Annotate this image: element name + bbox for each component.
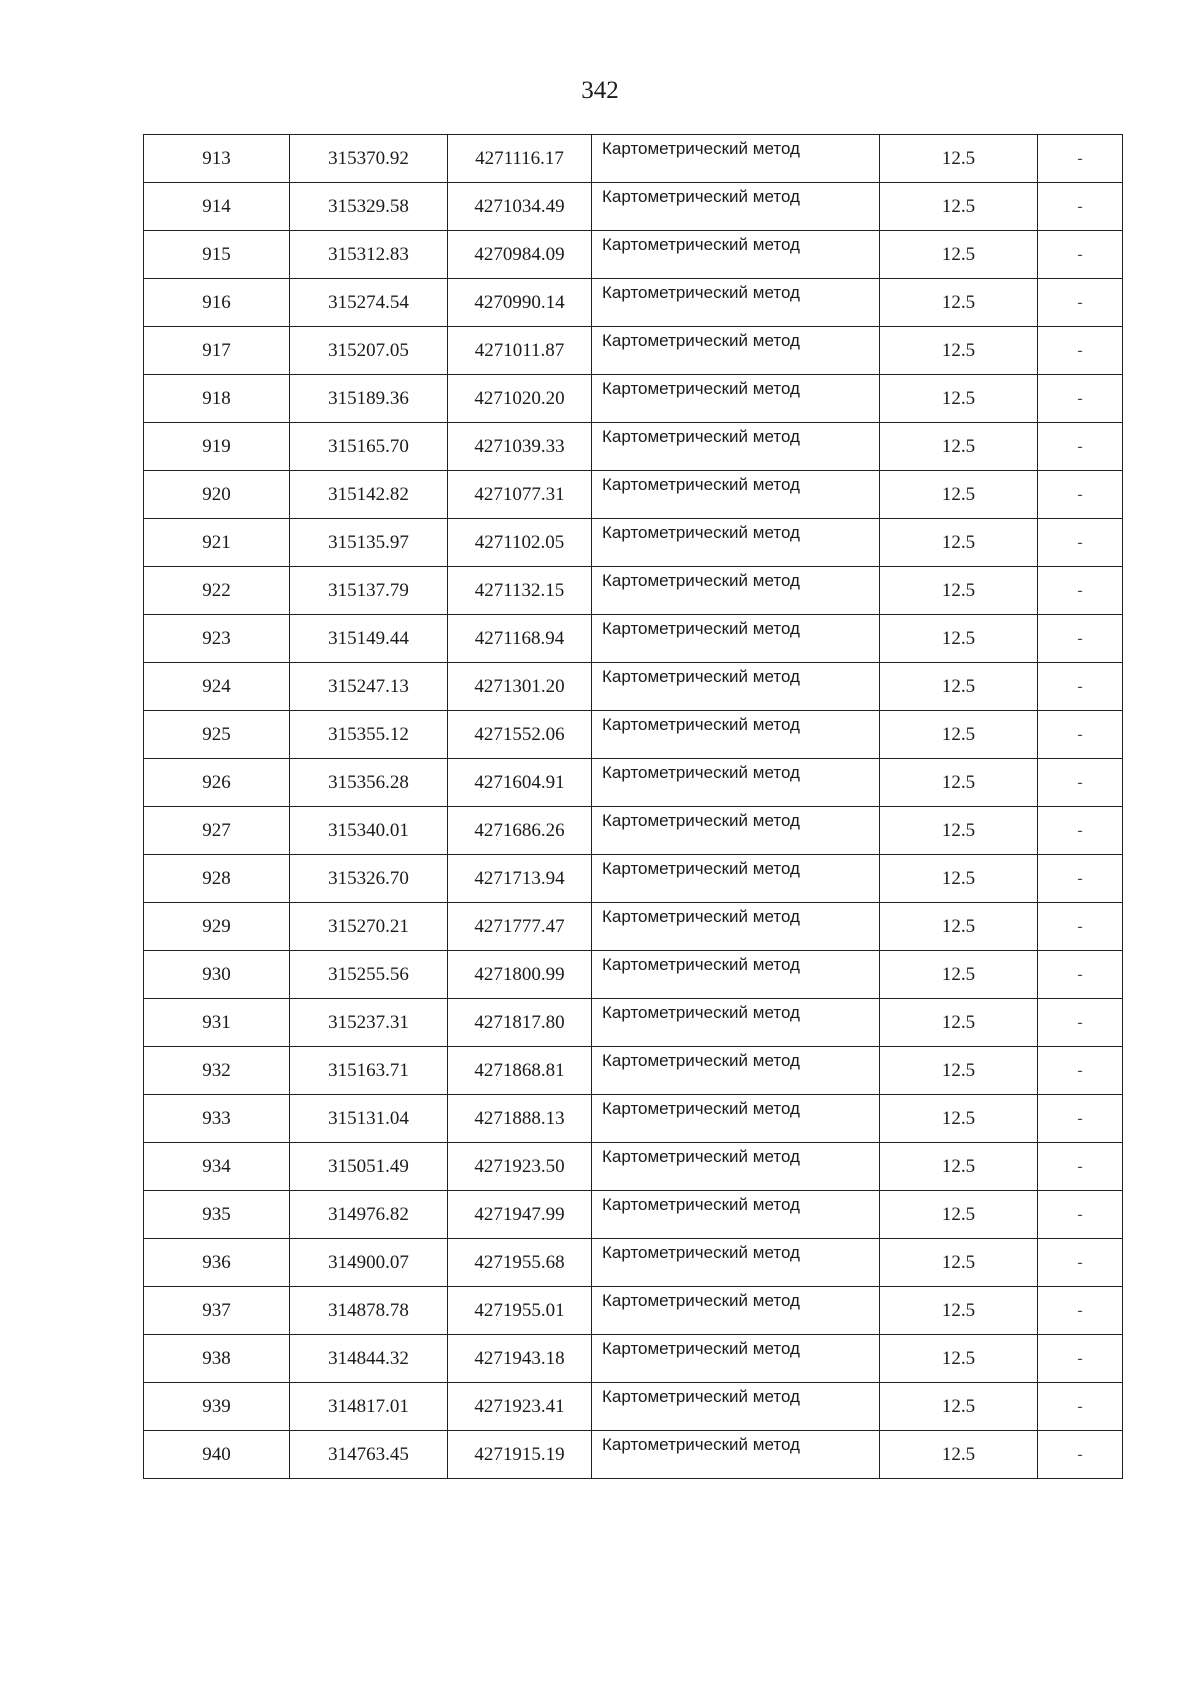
x-coordinate-cell: 314976.82: [290, 1191, 448, 1239]
accuracy-cell: 12.5: [880, 1047, 1038, 1095]
point-number-cell: 916: [144, 279, 290, 327]
accuracy-cell: 12.5: [880, 615, 1038, 663]
accuracy-cell: 12.5: [880, 183, 1038, 231]
method-cell: Картометрический метод: [592, 615, 880, 663]
note-cell: -: [1038, 279, 1123, 327]
y-coordinate-cell: 4271034.49: [448, 183, 592, 231]
x-coordinate-cell: 315270.21: [290, 903, 448, 951]
accuracy-cell: 12.5: [880, 855, 1038, 903]
x-coordinate-cell: 315131.04: [290, 1095, 448, 1143]
table-row: [144, 183, 1123, 231]
page-number: 342: [581, 77, 619, 104]
x-coordinate-cell: 315247.13: [290, 663, 448, 711]
method-cell: Картометрический метод: [592, 231, 880, 279]
point-number-cell: 928: [144, 855, 290, 903]
y-coordinate-cell: 4271955.01: [448, 1287, 592, 1335]
point-number-cell: 933: [144, 1095, 290, 1143]
method-cell: Картометрический метод: [592, 1047, 880, 1095]
x-coordinate-cell: 315356.28: [290, 759, 448, 807]
y-coordinate-cell: 4270990.14: [448, 279, 592, 327]
table-row: [144, 1383, 1123, 1431]
table-row: [144, 135, 1123, 183]
y-coordinate-cell: 4271039.33: [448, 423, 592, 471]
point-number-cell: 931: [144, 999, 290, 1047]
x-coordinate-cell: 315326.70: [290, 855, 448, 903]
table-row: [144, 519, 1123, 567]
point-number-cell: 939: [144, 1383, 290, 1431]
method-cell: Картометрический метод: [592, 999, 880, 1047]
note-cell: -: [1038, 519, 1123, 567]
table-row: [144, 375, 1123, 423]
point-number-cell: 917: [144, 327, 290, 375]
y-coordinate-cell: 4271686.26: [448, 807, 592, 855]
note-cell: -: [1038, 903, 1123, 951]
x-coordinate-cell: 314763.45: [290, 1431, 448, 1479]
note-cell: -: [1038, 1239, 1123, 1287]
accuracy-cell: 12.5: [880, 279, 1038, 327]
method-cell: Картометрический метод: [592, 423, 880, 471]
accuracy-cell: 12.5: [880, 759, 1038, 807]
table-row: [144, 903, 1123, 951]
x-coordinate-cell: 315329.58: [290, 183, 448, 231]
x-coordinate-cell: 315312.83: [290, 231, 448, 279]
point-number-cell: 923: [144, 615, 290, 663]
accuracy-cell: 12.5: [880, 1095, 1038, 1143]
method-cell: Картометрический метод: [592, 1383, 880, 1431]
accuracy-cell: 12.5: [880, 951, 1038, 999]
y-coordinate-cell: 4270984.09: [448, 231, 592, 279]
x-coordinate-cell: 315274.54: [290, 279, 448, 327]
table-row: [144, 759, 1123, 807]
method-cell: Картометрический метод: [592, 183, 880, 231]
method-cell: Картометрический метод: [592, 567, 880, 615]
method-cell: Картометрический метод: [592, 903, 880, 951]
table-row: [144, 567, 1123, 615]
accuracy-cell: 12.5: [880, 519, 1038, 567]
method-cell: Картометрический метод: [592, 1335, 880, 1383]
note-cell: -: [1038, 951, 1123, 999]
point-number-cell: 940: [144, 1431, 290, 1479]
note-cell: -: [1038, 1047, 1123, 1095]
x-coordinate-cell: 315135.97: [290, 519, 448, 567]
note-cell: -: [1038, 135, 1123, 183]
table-row: [144, 471, 1123, 519]
x-coordinate-cell: 314844.32: [290, 1335, 448, 1383]
x-coordinate-cell: 315165.70: [290, 423, 448, 471]
note-cell: -: [1038, 1431, 1123, 1479]
accuracy-cell: 12.5: [880, 471, 1038, 519]
x-coordinate-cell: 315189.36: [290, 375, 448, 423]
note-cell: -: [1038, 375, 1123, 423]
table-row: [144, 327, 1123, 375]
note-cell: -: [1038, 471, 1123, 519]
table-row: [144, 1143, 1123, 1191]
x-coordinate-cell: 315137.79: [290, 567, 448, 615]
note-cell: -: [1038, 567, 1123, 615]
table-row: [144, 807, 1123, 855]
table-row: [144, 1047, 1123, 1095]
method-cell: Картометрический метод: [592, 855, 880, 903]
accuracy-cell: 12.5: [880, 663, 1038, 711]
x-coordinate-cell: 315163.71: [290, 1047, 448, 1095]
point-number-cell: 920: [144, 471, 290, 519]
note-cell: -: [1038, 1287, 1123, 1335]
x-coordinate-cell: 315142.82: [290, 471, 448, 519]
table-row: [144, 279, 1123, 327]
y-coordinate-cell: 4271915.19: [448, 1431, 592, 1479]
y-coordinate-cell: 4271132.15: [448, 567, 592, 615]
method-cell: Картометрический метод: [592, 807, 880, 855]
point-number-cell: 937: [144, 1287, 290, 1335]
x-coordinate-cell: 315355.12: [290, 711, 448, 759]
y-coordinate-cell: 4271604.91: [448, 759, 592, 807]
accuracy-cell: 12.5: [880, 999, 1038, 1047]
y-coordinate-cell: 4271947.99: [448, 1191, 592, 1239]
table-row: [144, 423, 1123, 471]
method-cell: Картометрический метод: [592, 663, 880, 711]
y-coordinate-cell: 4271923.41: [448, 1383, 592, 1431]
table-row: [144, 615, 1123, 663]
method-cell: Картометрический метод: [592, 1431, 880, 1479]
method-cell: Картометрический метод: [592, 135, 880, 183]
method-cell: Картометрический метод: [592, 1095, 880, 1143]
method-cell: Картометрический метод: [592, 951, 880, 999]
point-number-cell: 932: [144, 1047, 290, 1095]
note-cell: -: [1038, 999, 1123, 1047]
y-coordinate-cell: 4271020.20: [448, 375, 592, 423]
table-row: [144, 1431, 1123, 1479]
y-coordinate-cell: 4271077.31: [448, 471, 592, 519]
note-cell: -: [1038, 231, 1123, 279]
note-cell: -: [1038, 615, 1123, 663]
accuracy-cell: 12.5: [880, 231, 1038, 279]
note-cell: -: [1038, 855, 1123, 903]
y-coordinate-cell: 4271800.99: [448, 951, 592, 999]
method-cell: Картометрический метод: [592, 1287, 880, 1335]
accuracy-cell: 12.5: [880, 1335, 1038, 1383]
note-cell: -: [1038, 327, 1123, 375]
accuracy-cell: 12.5: [880, 375, 1038, 423]
x-coordinate-cell: 315237.31: [290, 999, 448, 1047]
point-number-cell: 924: [144, 663, 290, 711]
y-coordinate-cell: 4271102.05: [448, 519, 592, 567]
method-cell: Картометрический метод: [592, 471, 880, 519]
note-cell: -: [1038, 807, 1123, 855]
method-cell: Картометрический метод: [592, 1239, 880, 1287]
x-coordinate-cell: 315370.92: [290, 135, 448, 183]
x-coordinate-cell: 314878.78: [290, 1287, 448, 1335]
point-number-cell: 934: [144, 1143, 290, 1191]
x-coordinate-cell: 315340.01: [290, 807, 448, 855]
accuracy-cell: 12.5: [880, 423, 1038, 471]
accuracy-cell: 12.5: [880, 1383, 1038, 1431]
note-cell: -: [1038, 423, 1123, 471]
table-row: [144, 855, 1123, 903]
note-cell: -: [1038, 183, 1123, 231]
point-number-cell: 936: [144, 1239, 290, 1287]
x-coordinate-cell: 314817.01: [290, 1383, 448, 1431]
point-number-cell: 930: [144, 951, 290, 999]
point-number-cell: 919: [144, 423, 290, 471]
y-coordinate-cell: 4271116.17: [448, 135, 592, 183]
table-row: [144, 711, 1123, 759]
accuracy-cell: 12.5: [880, 135, 1038, 183]
accuracy-cell: 12.5: [880, 1143, 1038, 1191]
point-number-cell: 918: [144, 375, 290, 423]
y-coordinate-cell: 4271713.94: [448, 855, 592, 903]
accuracy-cell: 12.5: [880, 327, 1038, 375]
point-number-cell: 929: [144, 903, 290, 951]
x-coordinate-cell: 315207.05: [290, 327, 448, 375]
method-cell: Картометрический метод: [592, 1191, 880, 1239]
y-coordinate-cell: 4271011.87: [448, 327, 592, 375]
point-number-cell: 922: [144, 567, 290, 615]
table-row: [144, 951, 1123, 999]
note-cell: -: [1038, 1143, 1123, 1191]
method-cell: Картометрический метод: [592, 375, 880, 423]
table-row: [144, 1095, 1123, 1143]
y-coordinate-cell: 4271168.94: [448, 615, 592, 663]
point-number-cell: 921: [144, 519, 290, 567]
table-row: [144, 231, 1123, 279]
y-coordinate-cell: 4271868.81: [448, 1047, 592, 1095]
x-coordinate-cell: 315255.56: [290, 951, 448, 999]
note-cell: -: [1038, 1383, 1123, 1431]
accuracy-cell: 12.5: [880, 807, 1038, 855]
accuracy-cell: 12.5: [880, 903, 1038, 951]
point-number-cell: 915: [144, 231, 290, 279]
y-coordinate-cell: 4271817.80: [448, 999, 592, 1047]
y-coordinate-cell: 4271777.47: [448, 903, 592, 951]
coordinates-table: [143, 134, 1123, 1479]
method-cell: Картометрический метод: [592, 327, 880, 375]
method-cell: Картометрический метод: [592, 1143, 880, 1191]
accuracy-cell: 12.5: [880, 1287, 1038, 1335]
note-cell: -: [1038, 1191, 1123, 1239]
y-coordinate-cell: 4271552.06: [448, 711, 592, 759]
x-coordinate-cell: 315149.44: [290, 615, 448, 663]
accuracy-cell: 12.5: [880, 567, 1038, 615]
y-coordinate-cell: 4271301.20: [448, 663, 592, 711]
table-body: [144, 135, 1123, 1479]
point-number-cell: 935: [144, 1191, 290, 1239]
point-number-cell: 914: [144, 183, 290, 231]
table-row: [144, 1335, 1123, 1383]
method-cell: Картометрический метод: [592, 279, 880, 327]
y-coordinate-cell: 4271955.68: [448, 1239, 592, 1287]
table-row: [144, 1239, 1123, 1287]
method-cell: Картометрический метод: [592, 711, 880, 759]
table-row: [144, 1191, 1123, 1239]
accuracy-cell: 12.5: [880, 1239, 1038, 1287]
accuracy-cell: 12.5: [880, 1191, 1038, 1239]
x-coordinate-cell: 315051.49: [290, 1143, 448, 1191]
note-cell: -: [1038, 663, 1123, 711]
y-coordinate-cell: 4271888.13: [448, 1095, 592, 1143]
method-cell: Картометрический метод: [592, 519, 880, 567]
table-row: [144, 1287, 1123, 1335]
note-cell: -: [1038, 1095, 1123, 1143]
note-cell: -: [1038, 1335, 1123, 1383]
point-number-cell: 938: [144, 1335, 290, 1383]
table-row: [144, 663, 1123, 711]
y-coordinate-cell: 4271943.18: [448, 1335, 592, 1383]
note-cell: -: [1038, 759, 1123, 807]
method-cell: Картометрический метод: [592, 759, 880, 807]
table-row: [144, 999, 1123, 1047]
accuracy-cell: 12.5: [880, 1431, 1038, 1479]
y-coordinate-cell: 4271923.50: [448, 1143, 592, 1191]
point-number-cell: 913: [144, 135, 290, 183]
note-cell: -: [1038, 711, 1123, 759]
point-number-cell: 927: [144, 807, 290, 855]
accuracy-cell: 12.5: [880, 711, 1038, 759]
point-number-cell: 926: [144, 759, 290, 807]
point-number-cell: 925: [144, 711, 290, 759]
x-coordinate-cell: 314900.07: [290, 1239, 448, 1287]
